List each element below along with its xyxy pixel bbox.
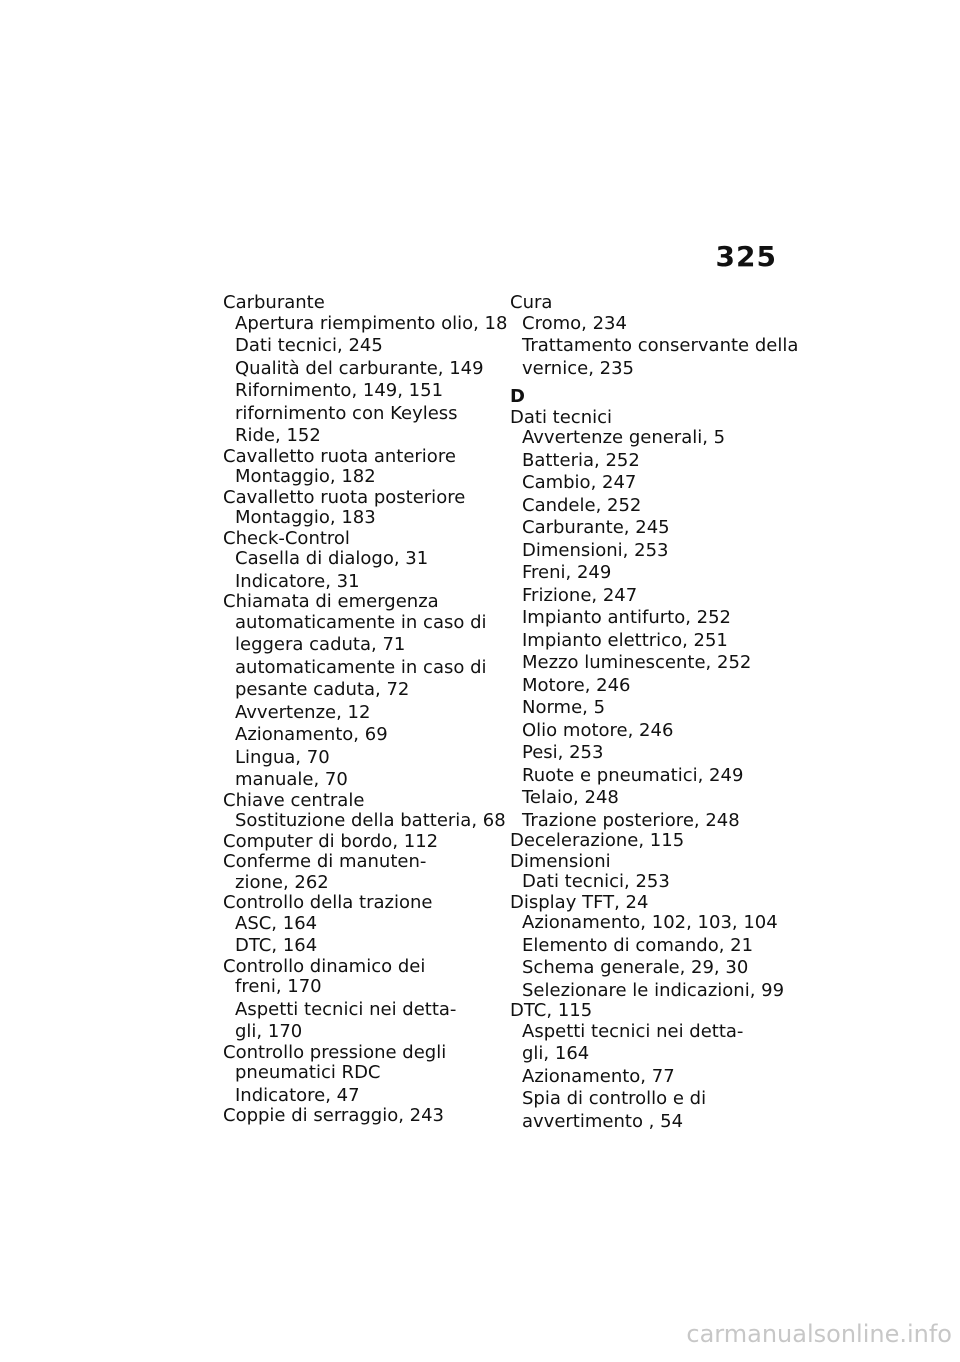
index-subentry: Ruote e pneumatici, 249	[522, 764, 744, 786]
index-subentry: Impianto antifurto, 252	[522, 607, 732, 628]
index-subentry: Schema generale, 29, 30	[522, 957, 749, 978]
index-subentry: Trazione posteriore, 248	[522, 809, 740, 831]
watermark: carmanualsonline.info	[686, 1320, 952, 1348]
index-subentry: gli, 170	[235, 1021, 303, 1042]
index-subentry: gli, 164	[522, 1043, 590, 1064]
index-entry	[223, 1043, 513, 1107]
index-subentry: Spia di controllo e di	[522, 1088, 707, 1109]
index-entry	[510, 408, 800, 832]
index-entry	[223, 447, 513, 488]
index-subentry: Frizione, 247	[522, 584, 638, 606]
index-entry	[223, 293, 513, 447]
index-subentry: Pesi, 253	[522, 742, 604, 763]
index-subentry: Trattamento conservante della	[522, 335, 799, 356]
index-subentry: DTC, 164	[235, 935, 318, 956]
index-letter-heading: D	[510, 386, 525, 407]
index-subentry: Aspetti tecnici nei detta-	[235, 998, 457, 1020]
index-term: Controllo pressione degli	[223, 1041, 447, 1063]
index-subentry: Batteria, 252	[522, 449, 640, 471]
index-subentry: Telaio, 248	[522, 787, 619, 808]
index-subentry: Casella di dialogo, 31	[235, 548, 429, 569]
index-entry	[510, 893, 800, 1002]
index-subentry: automaticamente in caso di	[235, 611, 487, 633]
index-subentry: Cambio, 247	[522, 472, 637, 493]
index-entry	[223, 529, 513, 593]
index-subentry: Ride, 152	[235, 425, 321, 446]
index-subentry: Cromo, 234	[522, 312, 627, 334]
index-entry	[223, 592, 513, 791]
index-subentry: Freni, 249	[522, 562, 612, 583]
index-subentry: Olio motore, 246	[522, 719, 674, 741]
index-term: DTC, 115	[510, 1000, 593, 1021]
index-term: Cavalletto ruota anteriore	[223, 445, 456, 467]
index-subentry: Azionamento, 69	[235, 724, 388, 745]
index-subentry: Aspetti tecnici nei detta-	[522, 1020, 744, 1042]
index-term: Display TFT, 24	[510, 891, 649, 913]
index-term: Coppie di serraggio, 243	[223, 1105, 445, 1126]
index-subentry: Candele, 252	[522, 494, 642, 516]
index-entry	[223, 832, 513, 853]
index-subentry: Avvertenze generali, 5	[522, 427, 726, 448]
index-entry	[223, 791, 513, 832]
index-subentry: leggera caduta, 71	[235, 634, 406, 655]
index-term: Chiave centrale	[223, 789, 365, 811]
index-subentry: Azionamento, 102, 103, 104	[522, 912, 778, 933]
index-subentry: Norme, 5	[522, 697, 606, 718]
index-term: Carburante	[223, 292, 325, 313]
index-subentry: Indicatore, 47	[235, 1084, 360, 1106]
index-entry	[223, 852, 513, 893]
index-subentry: pneumatici RDC	[235, 1062, 381, 1083]
index-subentry: Apertura riempimento olio, 18	[235, 312, 508, 334]
index-term: Dati tecnici	[510, 406, 613, 428]
index-entry	[510, 852, 800, 893]
index-entry	[223, 893, 513, 957]
index-term: Check-Control	[223, 527, 350, 549]
index-subentry: Motore, 246	[522, 674, 631, 696]
index-entry	[223, 1106, 513, 1127]
index-subentry: pesante caduta, 72	[235, 679, 410, 700]
page-number: 325	[715, 240, 777, 273]
index-term: Chiamata di emergenza	[223, 591, 439, 612]
index-term: Cura	[510, 292, 553, 313]
index-subentry: avvertimento , 54	[522, 1110, 684, 1132]
index-subentry: Mezzo luminescente, 252	[522, 652, 752, 673]
index-term: Conferme di manuten-	[223, 851, 427, 872]
index-subentry: Indicatore, 31	[235, 570, 360, 592]
index-column-right	[510, 293, 800, 1132]
index-subentry: Dati tecnici, 253	[522, 871, 670, 892]
index-entry	[223, 957, 513, 1043]
index-entry	[510, 1001, 800, 1132]
index-subentry: zione, 262	[235, 871, 329, 893]
index-subentry: Impianto elettrico, 251	[522, 629, 728, 651]
index-subentry: ASC, 164	[235, 912, 318, 934]
index-subentry: Carburante, 245	[522, 517, 670, 538]
index-entry	[510, 831, 800, 852]
index-term: Controllo della trazione	[223, 892, 433, 913]
index-entry	[510, 293, 800, 379]
index-term: Controllo dinamico dei	[223, 955, 426, 977]
index-subentry: rifornimento con Keyless	[235, 402, 458, 424]
index-subentry: Montaggio, 183	[235, 507, 376, 528]
index-subentry: Rifornimento, 149, 151	[235, 380, 444, 401]
index-entry	[223, 488, 513, 529]
index-column-left	[223, 293, 513, 1127]
index-term: Dimensioni	[510, 850, 611, 872]
index-term: Cavalletto ruota posteriore	[223, 486, 466, 508]
index-subentry: Elemento di comando, 21	[522, 934, 754, 956]
index-subentry: Dimensioni, 253	[522, 539, 669, 561]
index-subentry: Azionamento, 77	[522, 1065, 675, 1087]
index-term: Computer di bordo, 112	[223, 830, 439, 852]
index-subentry: freni, 170	[235, 976, 322, 997]
index-subentry: Sostituzione della batteria, 68	[235, 810, 506, 831]
index-subentry: Avvertenze, 12	[235, 701, 371, 723]
index-subentry: Selezionare le indicazioni, 99	[522, 979, 785, 1001]
index-subentry: vernice, 235	[522, 357, 634, 379]
index-subentry: Qualità del carburante, 149	[235, 357, 484, 379]
index-term: Decelerazione, 115	[510, 830, 685, 851]
index-subentry: Dati tecnici, 245	[235, 335, 383, 356]
index-subentry: Montaggio, 182	[235, 466, 376, 487]
index-subentry: automaticamente in caso di	[235, 656, 487, 678]
index-subentry: manuale, 70	[235, 769, 348, 790]
index-subentry: Lingua, 70	[235, 746, 330, 768]
